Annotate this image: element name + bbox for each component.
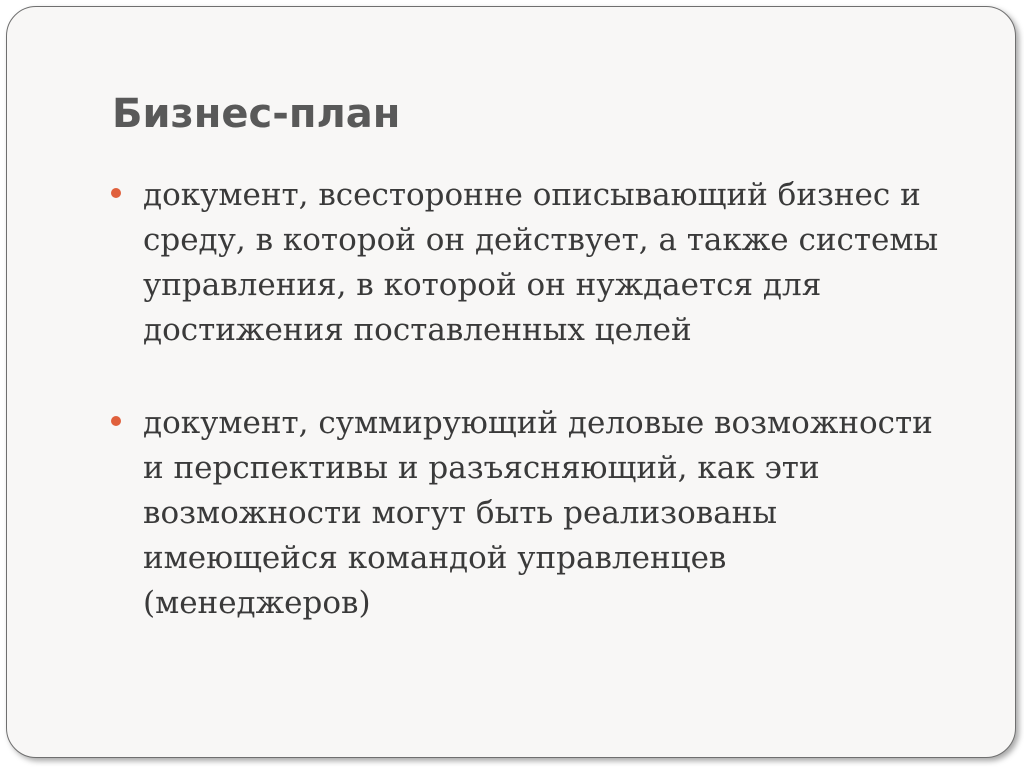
bullet-item-1: [111, 173, 971, 353]
slide-frame: [6, 6, 1016, 758]
bullet-dot-icon: [111, 188, 121, 198]
bullet-dot-icon: [111, 416, 121, 426]
bullet-list: [111, 173, 971, 626]
bullet-text-2: документ, суммирующий деловые возможности и перспективы и разъясняющий, как эти возможности могут быть реализованы имеющейся командой управленцев (менеджеров): [143, 405, 933, 621]
slide-title: Бизнес-план: [112, 91, 401, 137]
bullet-text-1: документ, всесторонне описывающий бизнес и среду, в которой он действует, а также системы управления, в которой он нуждается для достижения поставленных целей: [143, 177, 939, 348]
bullet-item-2: [111, 401, 971, 626]
